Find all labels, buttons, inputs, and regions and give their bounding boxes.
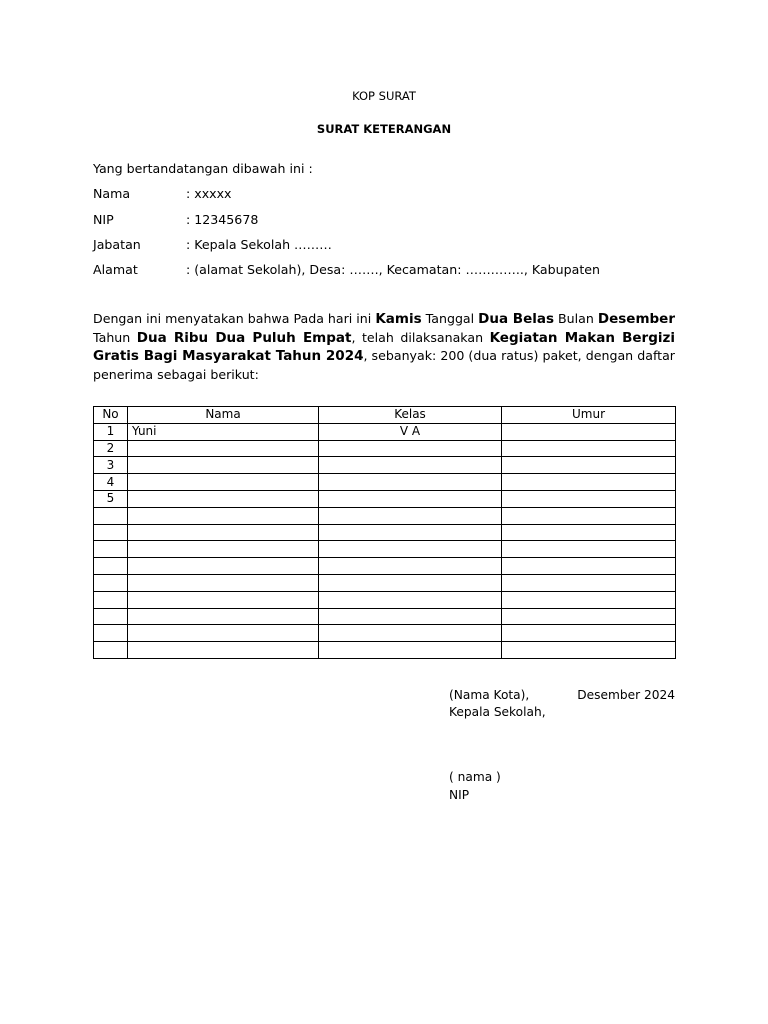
- cell-nama: [128, 625, 319, 642]
- cell-nama: [128, 457, 319, 474]
- cell-no: [94, 591, 128, 608]
- paragraph-date: Dua Belas: [478, 311, 555, 327]
- statement-paragraph: [93, 310, 675, 384]
- paragraph-text: , sebanyak: 200 (dua ratus) paket, dengan daftar penerima sebagai berikut:: [93, 348, 675, 382]
- paragraph-text: , telah dilaksanakan: [351, 329, 490, 345]
- cell-nama: [128, 490, 319, 507]
- cell-nama: [128, 558, 319, 575]
- cell-kelas: [319, 591, 502, 608]
- column-header-kelas: Kelas: [319, 407, 502, 424]
- field-nip: [93, 212, 258, 227]
- field-nip-label: NIP: [93, 212, 114, 227]
- cell-kelas: [319, 558, 502, 575]
- letter-title: SURAT KETERANGAN: [316, 122, 452, 136]
- cell-nama: [128, 574, 319, 591]
- cell-nama: [128, 474, 319, 491]
- signatory-intro: Yang bertandatangan dibawah ini :: [93, 161, 313, 176]
- letterhead-placeholder: KOP SURAT: [352, 89, 416, 103]
- cell-umur: [502, 558, 676, 575]
- table-row: [94, 625, 676, 642]
- cell-no: [94, 507, 128, 524]
- cell-no: [94, 574, 128, 591]
- cell-no: [94, 524, 128, 541]
- cell-no: 3: [94, 457, 128, 474]
- cell-kelas: [319, 490, 502, 507]
- field-jabatan-value: : Kepala Sekolah ………: [186, 237, 332, 252]
- cell-kelas: [319, 474, 502, 491]
- signature-city: (Nama Kota),: [449, 688, 530, 702]
- signature-position: Kepala Sekolah,: [449, 705, 546, 719]
- paragraph-month: Desember: [597, 311, 675, 327]
- cell-nama: [128, 440, 319, 457]
- column-header-nama: Nama: [128, 407, 319, 424]
- paragraph-text: Bulan: [554, 311, 598, 326]
- cell-umur: [502, 457, 676, 474]
- table-row: [94, 558, 676, 575]
- table-row: [94, 507, 676, 524]
- cell-kelas: [319, 541, 502, 558]
- cell-no: 2: [94, 440, 128, 457]
- table-row: [94, 423, 676, 440]
- cell-umur: [502, 608, 676, 625]
- table-row: [94, 591, 676, 608]
- cell-umur: [502, 423, 676, 440]
- field-nip-value: : 12345678: [186, 212, 259, 227]
- table-header-row: [94, 407, 676, 424]
- cell-nama: [128, 608, 319, 625]
- cell-kelas: [319, 457, 502, 474]
- cell-no: 4: [94, 474, 128, 491]
- field-nama: [93, 186, 232, 201]
- field-jabatan: [93, 237, 332, 252]
- field-alamat-label: Alamat: [93, 262, 138, 277]
- table-row: [94, 457, 676, 474]
- table-row: [94, 642, 676, 659]
- signature-place-date: [449, 688, 675, 702]
- paragraph-activity: Kegiatan Makan Bergizi Gratis Bagi Masyarakat Tahun 2024: [93, 329, 675, 364]
- recipient-table: [93, 406, 676, 659]
- table-row: [94, 474, 676, 491]
- field-jabatan-label: Jabatan: [93, 237, 141, 252]
- cell-no: [94, 625, 128, 642]
- cell-no: 5: [94, 490, 128, 507]
- cell-no: [94, 558, 128, 575]
- table-row: [94, 524, 676, 541]
- cell-nama: [128, 507, 319, 524]
- paragraph-text: Tahun: [93, 329, 137, 345]
- cell-umur: [502, 474, 676, 491]
- column-header-umur: Umur: [502, 407, 676, 424]
- cell-umur: [502, 574, 676, 591]
- signature-nip: NIP: [449, 788, 470, 802]
- cell-no: 1: [94, 423, 128, 440]
- cell-nama: [128, 541, 319, 558]
- cell-umur: [502, 507, 676, 524]
- cell-umur: [502, 541, 676, 558]
- field-nama-value: : xxxxx: [186, 186, 232, 201]
- paragraph-text: Dengan ini menyatakan bahwa Pada hari ini: [93, 311, 376, 326]
- paragraph-day: Kamis: [375, 311, 422, 327]
- cell-no: [94, 608, 128, 625]
- cell-kelas: [319, 440, 502, 457]
- cell-kelas: [319, 574, 502, 591]
- cell-kelas: [319, 642, 502, 659]
- cell-umur: [502, 490, 676, 507]
- column-header-no: No: [94, 407, 128, 424]
- table-row: [94, 440, 676, 457]
- cell-umur: [502, 524, 676, 541]
- table-row: [94, 541, 676, 558]
- cell-umur: [502, 625, 676, 642]
- table-row: [94, 608, 676, 625]
- paragraph-year: Dua Ribu Dua Puluh Empat: [136, 329, 352, 346]
- field-alamat-value: : (alamat Sekolah), Desa: ……., Kecamatan: ………….., Kabupaten: [186, 262, 600, 277]
- table-row: [94, 490, 676, 507]
- cell-nama: Yuni: [128, 423, 319, 440]
- cell-no: [94, 541, 128, 558]
- field-nama-label: Nama: [93, 186, 131, 201]
- table-row: [94, 574, 676, 591]
- paragraph-text: Tanggal: [421, 311, 479, 326]
- cell-umur: [502, 440, 676, 457]
- cell-kelas: [319, 608, 502, 625]
- field-alamat: [93, 262, 600, 277]
- cell-kelas: [319, 625, 502, 642]
- cell-nama: [128, 591, 319, 608]
- signature-name: ( nama ): [449, 770, 501, 784]
- cell-umur: [502, 642, 676, 659]
- cell-no: [94, 642, 128, 659]
- cell-kelas: [319, 524, 502, 541]
- cell-kelas: V A: [319, 423, 502, 440]
- cell-nama: [128, 524, 319, 541]
- cell-umur: [502, 591, 676, 608]
- cell-kelas: [319, 507, 502, 524]
- cell-nama: [128, 642, 319, 659]
- signature-date: Desember 2024: [577, 688, 675, 702]
